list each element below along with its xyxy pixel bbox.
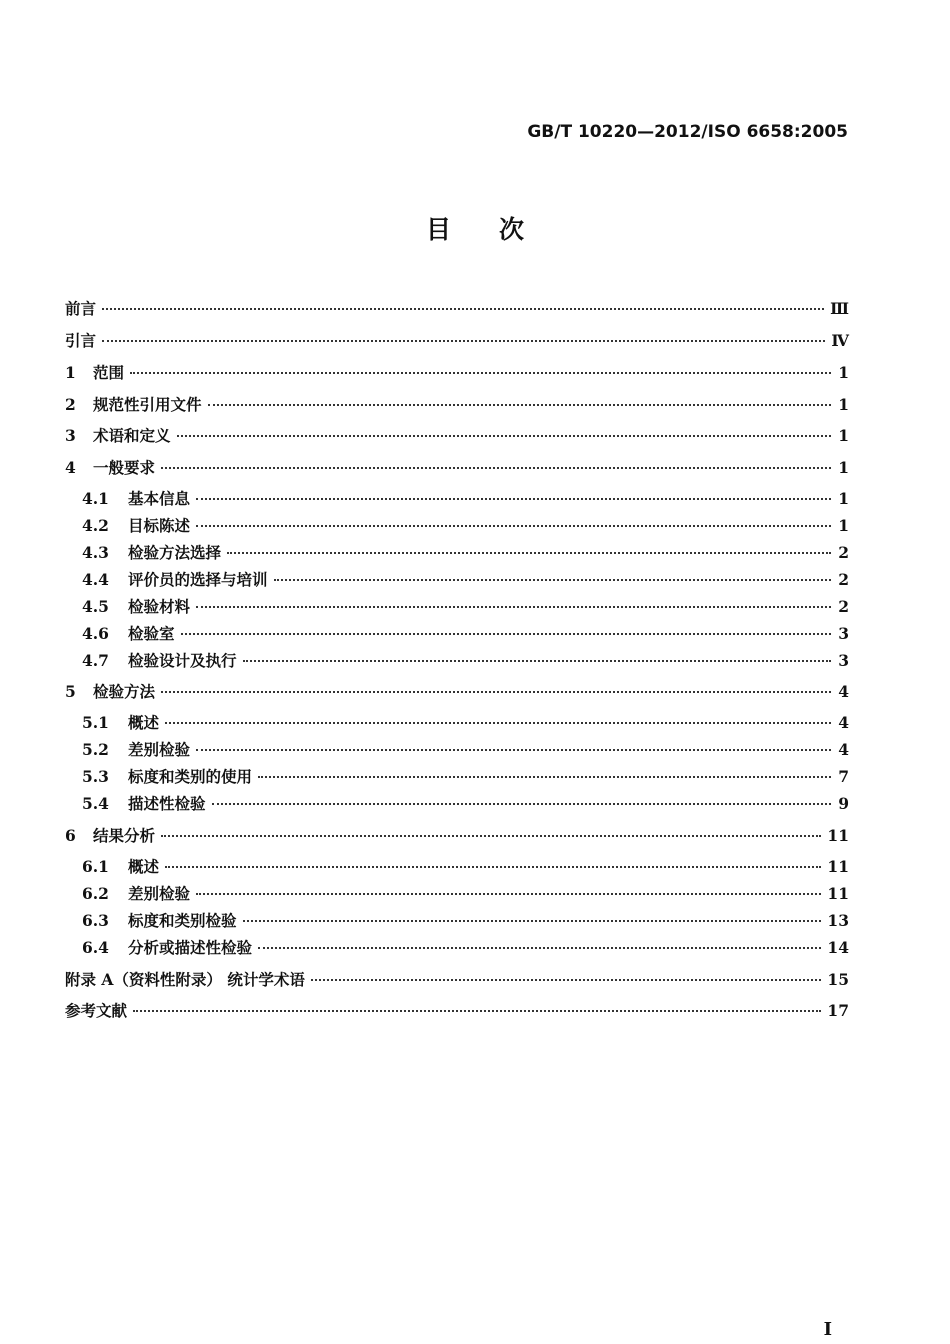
- toc-entry-number: 3: [65, 426, 76, 445]
- toc-entry-label: 基本信息: [128, 489, 191, 508]
- toc-entry-label: 评价员的选择与培训: [128, 570, 268, 589]
- toc-entry-number: 5.1: [82, 713, 109, 732]
- toc-entry[interactable]: [82, 711, 849, 733]
- toc-entry[interactable]: [82, 765, 849, 787]
- toc-entry-number: 6.1: [82, 857, 109, 876]
- toc-entry-label: 检验材料: [128, 597, 191, 616]
- toc-entry[interactable]: [82, 487, 849, 509]
- standard-code: GB/T 10220—2012/ISO 6658:2005: [527, 122, 848, 142]
- toc-entry-number: 4.5: [82, 597, 109, 616]
- toc-entry[interactable]: [65, 393, 849, 415]
- toc-entry-label: 检验室: [128, 624, 175, 643]
- toc-entry-label: 范围: [93, 363, 125, 382]
- toc-leader-dots: [161, 691, 831, 693]
- toc-entry-number: 5.2: [82, 740, 109, 759]
- toc-entry[interactable]: [65, 329, 849, 351]
- toc-leader-dots: [243, 920, 822, 922]
- toc-leader-dots: [165, 866, 821, 868]
- toc-leader-dots: [258, 776, 831, 778]
- toc-entry-label: 术语和定义: [93, 426, 171, 445]
- toc-leader-dots: [196, 893, 821, 895]
- toc-entry-number: 6.4: [82, 938, 109, 957]
- toc-entry-page: 9: [838, 794, 849, 813]
- toc-entry-page: 4: [838, 713, 849, 732]
- toc-entry[interactable]: [82, 514, 849, 536]
- toc-leader-dots: [227, 552, 831, 554]
- toc-leader-dots: [212, 803, 831, 805]
- toc-entry-number: 5: [65, 682, 76, 701]
- toc-entry-page: 1: [838, 395, 849, 414]
- toc-entry-page: 17: [827, 1001, 849, 1020]
- toc-entry[interactable]: [82, 568, 849, 590]
- toc-entry-page: 1: [838, 516, 849, 535]
- toc-entry[interactable]: [82, 855, 849, 877]
- toc-entry-label: 分析或描述性检验: [128, 938, 253, 957]
- toc-entry[interactable]: [65, 824, 849, 846]
- toc-entry-label: 结果分析: [93, 826, 156, 845]
- page-title: 目次: [425, 215, 572, 244]
- toc-entry-number: 4: [65, 458, 76, 477]
- toc-entry-page: 1: [838, 458, 849, 477]
- toc-entry[interactable]: [65, 424, 849, 446]
- toc-entry-page: 2: [838, 597, 849, 616]
- toc-entry[interactable]: [82, 649, 849, 671]
- toc-leader-dots: [165, 722, 831, 724]
- toc-entry-page: 11: [827, 857, 849, 876]
- toc-entry-number: 1: [65, 363, 76, 382]
- toc-entry-number: 6: [65, 826, 76, 845]
- toc-entry[interactable]: [65, 456, 849, 478]
- toc-entry-number: 4.6: [82, 624, 109, 643]
- toc-entry[interactable]: [82, 936, 849, 958]
- toc-entry-label: 附录 A（资料性附录） 统计学术语: [65, 970, 305, 989]
- toc-entry-number: 4.2: [82, 516, 109, 535]
- toc-entry-label: 引言: [65, 331, 97, 350]
- toc-leader-dots: [274, 579, 831, 581]
- toc-entry-page: 3: [838, 651, 849, 670]
- toc-leader-dots: [102, 340, 825, 342]
- toc-entry-label: 差别检验: [128, 740, 191, 759]
- toc-entry-page: 13: [827, 911, 849, 930]
- toc-entry[interactable]: [82, 738, 849, 760]
- toc-entry-page: 3: [838, 624, 849, 643]
- toc-leader-dots: [243, 660, 831, 662]
- toc-entry-label: 目标陈述: [128, 516, 191, 535]
- toc-entry-page: 1: [838, 426, 849, 445]
- toc-leader-dots: [177, 435, 831, 437]
- toc-entry-label: 规范性引用文件: [93, 395, 202, 414]
- toc-entry-page: 14: [827, 938, 849, 957]
- toc-entry[interactable]: [65, 968, 849, 990]
- toc-entry-number: 4.3: [82, 543, 109, 562]
- toc-entry-page: 11: [827, 826, 849, 845]
- toc-entry-number: 2: [65, 395, 76, 414]
- toc-entry[interactable]: [65, 297, 849, 319]
- toc-leader-dots: [196, 498, 831, 500]
- toc-entry-label: 一般要求: [93, 458, 156, 477]
- toc-entry-label: 概述: [128, 713, 160, 732]
- toc-entry-label: 检验设计及执行: [128, 651, 237, 670]
- toc-entry-page: 4: [838, 682, 849, 701]
- toc-entry-label: 概述: [128, 857, 160, 876]
- toc-leader-dots: [102, 308, 824, 310]
- toc-entry[interactable]: [82, 909, 849, 931]
- toc-entry[interactable]: [82, 792, 849, 814]
- toc-entry[interactable]: [65, 999, 849, 1021]
- toc-leader-dots: [130, 372, 831, 374]
- toc-entry-number: 6.2: [82, 884, 109, 903]
- toc-entry-label: 标度和类别的使用: [128, 767, 253, 786]
- toc-entry-label: 标度和类别检验: [128, 911, 237, 930]
- toc-leader-dots: [133, 1010, 821, 1012]
- toc-entry-number: 4.4: [82, 570, 109, 589]
- toc-entry-label: 参考文献: [65, 1001, 128, 1020]
- toc-entry-page: Ⅲ: [830, 299, 849, 318]
- toc-entry-page: 2: [838, 543, 849, 562]
- toc-entry-label: 描述性检验: [128, 794, 206, 813]
- page-number: I: [823, 1319, 832, 1340]
- toc-leader-dots: [208, 404, 831, 406]
- toc-entry[interactable]: [65, 680, 849, 702]
- toc-entry[interactable]: [65, 361, 849, 383]
- toc-entry-label: 差别检验: [128, 884, 191, 903]
- toc-leader-dots: [161, 467, 831, 469]
- toc-leader-dots: [196, 606, 831, 608]
- toc-entry-page: 1: [838, 363, 849, 382]
- toc-entry[interactable]: [82, 882, 849, 904]
- toc-entry-page: 15: [827, 970, 849, 989]
- toc-entry-label: 检验方法选择: [128, 543, 222, 562]
- toc-entry-number: 4.7: [82, 651, 109, 670]
- toc-entry-page: 1: [838, 489, 849, 508]
- toc-entry-number: 4.1: [82, 489, 109, 508]
- toc-entry-page: 11: [827, 884, 849, 903]
- toc-entry-page: 2: [838, 570, 849, 589]
- toc-entry-label: 检验方法: [93, 682, 156, 701]
- toc-entry[interactable]: [82, 622, 849, 644]
- toc-leader-dots: [196, 525, 831, 527]
- toc-entry-number: 5.4: [82, 794, 109, 813]
- toc-entry-label: 前言: [65, 299, 97, 318]
- toc-leader-dots: [258, 947, 821, 949]
- toc-entry-number: 5.3: [82, 767, 109, 786]
- toc-leader-dots: [311, 979, 822, 981]
- toc-entry-page: 4: [838, 740, 849, 759]
- toc-leader-dots: [196, 749, 831, 751]
- toc-entry-number: 6.3: [82, 911, 109, 930]
- toc-entry[interactable]: [82, 541, 849, 563]
- toc-entry[interactable]: [82, 595, 849, 617]
- toc-entry-page: 7: [838, 767, 849, 786]
- toc-leader-dots: [181, 633, 831, 635]
- toc-entry-page: Ⅳ: [831, 331, 849, 350]
- toc-leader-dots: [161, 835, 821, 837]
